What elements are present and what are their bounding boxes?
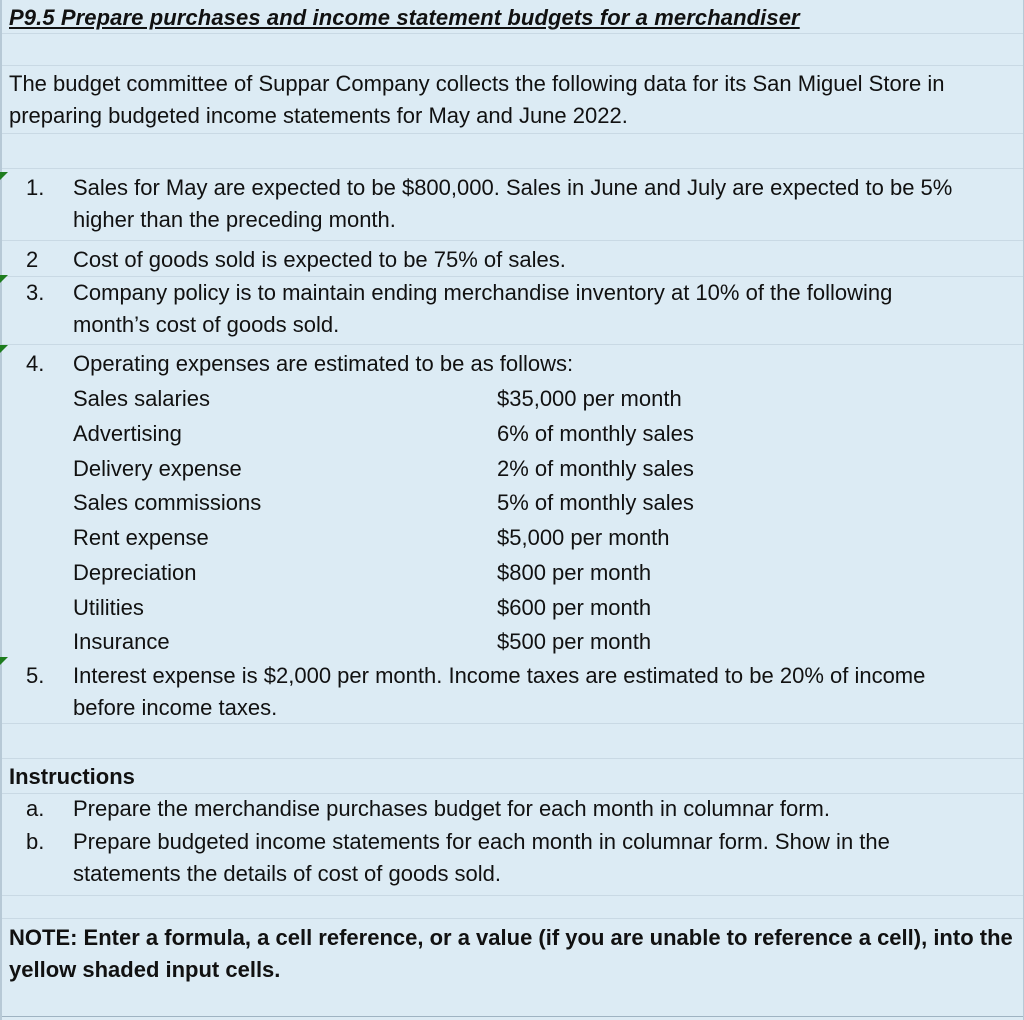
expense-name: Depreciation xyxy=(73,560,197,585)
row-gridline xyxy=(0,133,1024,134)
row-gridline xyxy=(0,758,1024,759)
item-text: Operating expenses are estimated to be as follows: xyxy=(73,351,574,376)
instruction-text: Prepare budgeted income statements for each month in columnar form. Show in the statements the details of cost of goods sold. xyxy=(73,829,890,886)
expense-name: Delivery expense xyxy=(73,456,242,481)
row-gridline xyxy=(0,918,1024,919)
item-text: Company policy is to maintain ending merchandise inventory at 10% of the following month’s cost of goods sold. xyxy=(73,280,893,337)
row-gridline xyxy=(0,168,1024,169)
expense-name: Advertising xyxy=(73,421,182,446)
expense-name: Sales salaries xyxy=(73,386,210,411)
comment-indicator[interactable] xyxy=(0,657,8,665)
item-number: 4. xyxy=(26,351,45,376)
item-number: 5. xyxy=(26,663,45,688)
sheet-border-left xyxy=(0,0,2,1020)
row-gridline xyxy=(0,65,1024,66)
comment-indicator[interactable] xyxy=(0,172,8,180)
comment-indicator[interactable] xyxy=(0,275,8,283)
expense-value: $5,000 per month xyxy=(497,525,670,550)
intro-paragraph: The budget committee of Suppar Company collects the following data for its San Miguel Store in preparing budgeted income statements for May and June 2022. xyxy=(9,71,945,128)
problem-title: P9.5 Prepare purchases and income statement budgets for a merchandiser xyxy=(9,5,800,30)
expense-value: 2% of monthly sales xyxy=(497,456,694,481)
row-gridline xyxy=(0,33,1024,34)
row-gridline xyxy=(0,240,1024,241)
row-gridline xyxy=(0,1016,1024,1017)
comment-indicator[interactable] xyxy=(0,345,8,353)
item-text: Cost of goods sold is expected to be 75% of sales. xyxy=(73,247,566,272)
item-number: 1. xyxy=(26,175,45,200)
item-text: Interest expense is $2,000 per month. Income taxes are estimated to be 20% of income before income taxes. xyxy=(73,663,926,720)
expense-value: $600 per month xyxy=(497,595,652,620)
item-text: Sales for May are expected to be $800,000. Sales in June and July are expected to be 5% higher than the preceding month. xyxy=(73,175,953,232)
instruction-letter: a. xyxy=(26,796,45,821)
expense-name: Insurance xyxy=(73,629,170,654)
expense-value: $800 per month xyxy=(497,560,652,585)
instructions-heading: Instructions xyxy=(9,764,135,789)
expense-value: $500 per month xyxy=(497,629,652,654)
row-gridline xyxy=(0,344,1024,345)
row-gridline xyxy=(0,895,1024,896)
expense-value: 5% of monthly sales xyxy=(497,490,694,515)
instruction-text: Prepare the merchandise purchases budget for each month in columnar form. xyxy=(73,796,830,821)
instruction-letter: b. xyxy=(26,829,45,854)
expense-value: 6% of monthly sales xyxy=(497,421,694,446)
note-text: NOTE: Enter a formula, a cell reference, or a value (if you are unable to reference a cell), into the yellow shaded input cells. xyxy=(9,925,1013,982)
expense-name: Rent expense xyxy=(73,525,209,550)
expense-value: $35,000 per month xyxy=(497,386,682,411)
expense-name: Sales commissions xyxy=(73,490,262,515)
expense-name: Utilities xyxy=(73,595,144,620)
item-number: 3. xyxy=(26,280,45,305)
item-number: 2 xyxy=(26,247,39,272)
